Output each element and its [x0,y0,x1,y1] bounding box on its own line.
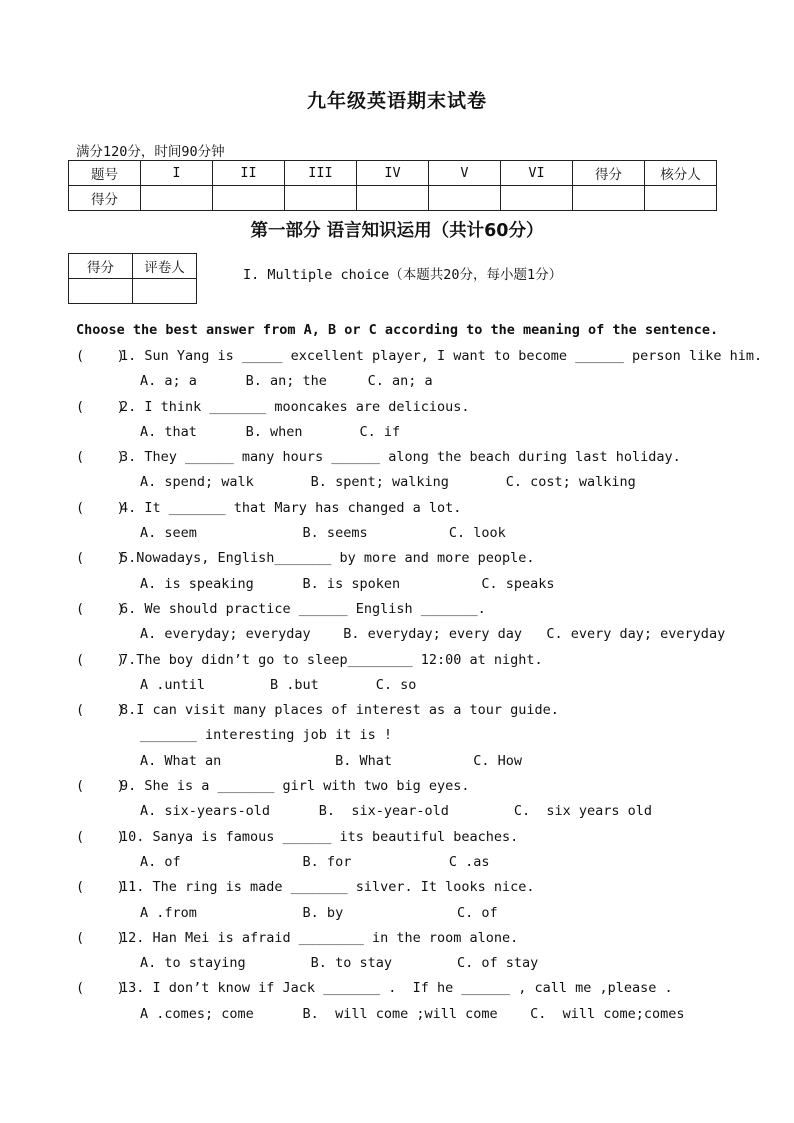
score-cell: I [141,161,213,186]
answer-paren[interactable]: ( ) [76,879,125,896]
question-options: A. spend; walk B. spent; walking C. cost; walking [140,474,636,491]
question-options: A. What an B. What C. How [140,752,523,769]
answer-paren[interactable]: ( ) [76,600,125,617]
options-row [76,574,736,599]
question-text: 4. It _______ that Mary has changed a lot. [120,499,462,516]
question-options: A .comes; come B. will come ;will come C. will come;comes [140,1005,685,1022]
score-cell: V [429,161,501,186]
score-cell: III [285,161,357,186]
question-row [76,397,736,422]
question-options: A. everyday; everyday B. everyday; every day C. every day; everyday [140,626,726,643]
question-text: 8.I can visit many places of interest as a tour guide. [120,702,559,719]
question-options: A .from B. by C. of [140,904,498,921]
grader-blank-cell [69,279,133,304]
answer-paren[interactable]: ( ) [76,499,125,516]
options-row [76,852,736,877]
score-table [68,160,717,211]
instruction: Choose the best answer from A, B or C according to the meaning of the sentence. [76,322,719,338]
question-row [76,650,736,675]
question-options: A. six-years-old B. six-year-old C. six years old [140,803,653,820]
answer-paren[interactable]: ( ) [76,348,125,364]
answer-paren[interactable]: ( ) [76,398,125,415]
options-row [76,953,736,978]
question-text: 12. Han Mei is afraid ________ in the room alone. [120,929,519,946]
question-continuation-row [76,725,736,750]
grader-table [68,253,197,304]
options-row [76,751,736,776]
options-row [76,675,736,700]
answer-paren[interactable]: ( ) [76,980,125,997]
question-row [76,928,736,953]
question-text: 10. Sanya is famous ______ its beautiful beaches. [120,828,519,845]
answer-paren[interactable]: ( ) [76,702,125,719]
question-text: 11. The ring is made _______ silver. It looks nice. [120,879,535,896]
question-options: A. that B. when C. if [140,423,401,440]
score-blank-cell [573,186,645,211]
grader-cell: 得分 [69,254,133,279]
score-blank-cell [213,186,285,211]
question-row [76,548,736,573]
answer-paren[interactable]: ( ) [76,828,125,845]
options-row [76,371,736,396]
score-cell: VI [501,161,573,186]
score-blank-cell [141,186,213,211]
options-row [76,1004,736,1029]
question-row [76,776,736,801]
question-text: 2. I think _______ mooncakes are delicious. [120,398,470,415]
question-row [76,447,736,472]
question-row [76,827,736,852]
exam-meta: 满分120分，时间90分钟 [76,144,225,160]
options-row [76,624,736,649]
question-list [76,346,763,1029]
score-cell: 核分人 [645,161,717,186]
question-row [76,498,736,523]
part-title: 第一部分 语言知识运用（共计60分） [250,221,544,241]
question-row [76,700,736,725]
score-blank-cell [645,186,717,211]
question-row [76,877,736,902]
question-text: 6. We should practice ______ English _______. [120,600,486,617]
score-blank-cell [357,186,429,211]
answer-paren[interactable]: ( ) [76,651,125,668]
question-options: A. of B. for C .as [140,853,490,870]
question-text: 3. They ______ many hours ______ along the beach during last holiday. [120,449,681,466]
page-title: 九年级英语期末试卷 [306,90,487,112]
options-row [76,903,736,928]
score-blank-cell [429,186,501,211]
score-blank-cell [285,186,357,211]
question-continuation: _______ interesting job it is ! [140,727,392,744]
question-text: 9. She is a _______ girl with two big eyes. [120,778,470,795]
question-options: A. is speaking B. is spoken C. speaks [140,575,555,592]
score-cell: II [213,161,285,186]
answer-paren[interactable]: ( ) [76,929,125,946]
answer-paren[interactable]: ( ) [76,550,125,567]
section-title: I. Multiple choice（本题共20分，每小题1分） [243,267,563,283]
question-text: 5.Nowadays, English_______ by more and more people. [120,550,535,567]
options-row [76,801,736,826]
score-cell: 题号 [69,161,141,186]
score-cell: IV [357,161,429,186]
grader-blank-cell [133,279,197,304]
options-row [76,422,736,447]
options-row [76,472,736,497]
score-header-row [69,161,717,186]
question-options: A. to staying B. to stay C. of stay [140,955,539,972]
question-text: 13. I don’t know if Jack _______ . If he ______ , call me ,please . [120,980,673,997]
answer-paren[interactable]: ( ) [76,778,125,795]
score-value-row [69,186,717,211]
score-cell: 得分 [69,186,141,211]
question-row [76,599,736,624]
question-options: A .until B .but C. so [140,676,417,693]
question-options: A. seem B. seems C. look [140,525,506,542]
score-cell: 得分 [573,161,645,186]
question-row [76,346,763,371]
answer-paren[interactable]: ( ) [76,449,125,466]
options-row [76,523,736,548]
score-blank-cell [501,186,573,211]
question-text: 7.The boy didn’t go to sleep________ 12:00 at night. [120,651,543,668]
question-options: A. a; a B. an; the C. an; a [140,373,433,390]
grader-cell: 评卷人 [133,254,197,279]
question-text: 1. Sun Yang is _____ excellent player, I want to become ______ person like him. [120,348,763,364]
question-row [76,978,736,1003]
